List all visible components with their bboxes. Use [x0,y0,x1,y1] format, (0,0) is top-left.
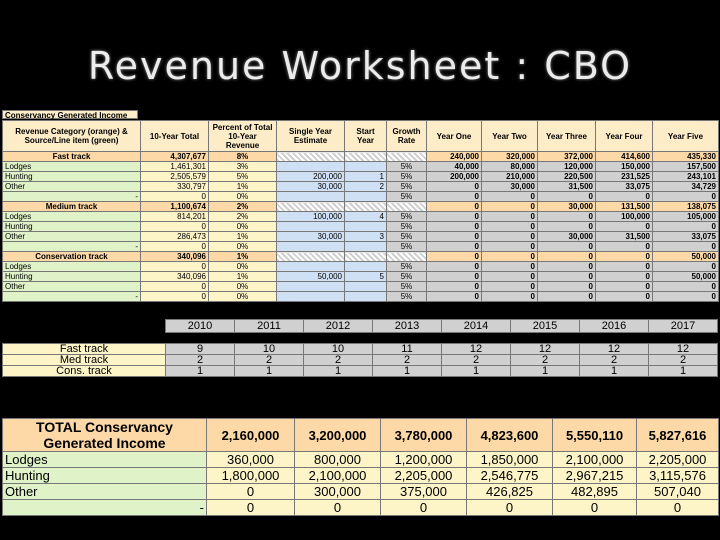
year-header: 2011 [235,320,304,333]
totals-row-value: 800,000 [295,452,381,468]
worksheet-cell: 1% [209,232,277,242]
total-value: 2,160,000 [207,419,295,452]
totals-row-value: 375,000 [381,484,467,500]
line-item-row [3,272,719,282]
worksheet-cell: 0 [538,282,596,292]
worksheet-cell [277,222,345,232]
worksheet-cell: 435,330 [653,152,719,162]
worksheet-cell: 0 [427,282,482,292]
worksheet-cell [345,192,387,202]
worksheet-cell: 1 [345,172,387,182]
worksheet-cell: Other [3,182,141,192]
track-row [3,366,718,377]
worksheet-cell: Lodges [3,212,141,222]
worksheet-cell: 4,307,677 [141,152,209,162]
track-label: Med track [3,355,166,366]
worksheet-cell: 0 [427,242,482,252]
track-count: 9 [166,344,235,355]
totals-row [3,500,719,516]
worksheet-cell: - [3,192,141,202]
column-header: Year One [427,121,482,152]
worksheet-cell: 0 [653,292,719,302]
worksheet-cell [277,252,345,262]
worksheet-cell: 0 [653,242,719,252]
worksheet-cell: 5% [387,172,427,182]
worksheet-cell: 30,000 [538,232,596,242]
worksheet-cell: 3 [345,232,387,242]
worksheet-cell: 0 [538,212,596,222]
worksheet-cell: 0 [538,252,596,262]
years-header [165,319,718,333]
totals-header-row [3,419,719,452]
totals-row [3,468,719,484]
track-count: 2 [373,355,442,366]
totals-row-value: 2,100,000 [295,468,381,484]
worksheet-cell: 120,000 [538,162,596,172]
worksheet-cell: 2,505,579 [141,172,209,182]
column-header: Start Year [345,121,387,152]
worksheet-cell [387,252,427,262]
worksheet-cell: 5% [387,192,427,202]
worksheet-cell [277,152,345,162]
worksheet-cell: 5% [387,262,427,272]
totals-row-value: 0 [207,484,295,500]
worksheet-cell: 0 [596,282,653,292]
worksheet-cell: Lodges [3,262,141,272]
worksheet-cell: 5% [387,182,427,192]
worksheet-cell: 0% [209,262,277,272]
totals-row-label: Lodges [3,452,207,468]
worksheet-cell: 0 [482,262,538,272]
worksheet-cell [345,282,387,292]
track-count: 1 [304,366,373,377]
worksheet-cell: 0% [209,222,277,232]
worksheet-cell: 243,101 [653,172,719,182]
column-header: Year Two [482,121,538,152]
track-count: 12 [442,344,511,355]
worksheet-cell: 50,000 [653,252,719,262]
worksheet-cell: 30,000 [538,202,596,212]
total-value: 4,823,600 [467,419,553,452]
totals-row-label: Other [3,484,207,500]
worksheet-cell: 0 [482,202,538,212]
worksheet-cell: 0 [653,192,719,202]
category-row [3,152,719,162]
total-value: 5,827,616 [637,419,719,452]
worksheet-cell: 100,000 [277,212,345,222]
track-count: 12 [649,344,718,355]
worksheet-cell: 0 [482,272,538,282]
totals-row [3,484,719,500]
track-count: 2 [649,355,718,366]
worksheet-cell: 5% [387,292,427,302]
totals-row-value: 0 [207,500,295,516]
worksheet-cell: 1,100,674 [141,202,209,212]
worksheet-cell: Conservation track [3,252,141,262]
worksheet-cell [387,202,427,212]
worksheet-cell: 0 [482,292,538,302]
column-header: Growth Rate [387,121,427,152]
worksheet-cell [345,242,387,252]
total-value: 3,200,000 [295,419,381,452]
worksheet-cell: 0 [596,222,653,232]
worksheet-cell: 5 [345,272,387,282]
worksheet-cell: 0 [596,292,653,302]
worksheet-cell [277,202,345,212]
worksheet-cell: 0 [482,242,538,252]
worksheet-cell: 105,000 [653,212,719,222]
totals-row-value: 507,040 [637,484,719,500]
worksheet-cell: 0% [209,282,277,292]
worksheet-cell: 0 [427,262,482,272]
worksheet-cell: Hunting [3,272,141,282]
line-item-row [3,292,719,302]
line-item-row [3,172,719,182]
worksheet-cell: 30,000 [277,232,345,242]
worksheet-cell [345,162,387,172]
line-item-row [3,212,719,222]
worksheet-cell: Lodges [3,162,141,172]
totals-row-value: 1,800,000 [207,468,295,484]
worksheet-cell: 200,000 [427,172,482,182]
worksheet-cell: 157,500 [653,162,719,172]
column-header: Single Year Estimate [277,121,345,152]
worksheet-cell: 0 [482,222,538,232]
line-item-row [3,262,719,272]
track-count: 1 [373,366,442,377]
worksheet-cell: 8% [209,152,277,162]
line-item-row [3,222,719,232]
worksheet-cell: 0 [538,242,596,252]
worksheet-cell: 330,797 [141,182,209,192]
worksheet-cell: 0% [209,192,277,202]
worksheet-cell: 0 [427,182,482,192]
worksheet-cell: 30,000 [277,182,345,192]
worksheet-caption: Conservancy Generated Income [2,110,138,119]
line-item-row [3,192,719,202]
track-count: 1 [580,366,649,377]
worksheet-cell: 5% [387,162,427,172]
track-row [3,344,718,355]
worksheet-cell [277,282,345,292]
worksheet-cell: 0 [482,192,538,202]
worksheet-cell: Hunting [3,222,141,232]
worksheet-cell [345,262,387,272]
worksheet-cell: 372,000 [538,152,596,162]
totals-row [3,452,719,468]
totals-row-value: 0 [467,500,553,516]
line-item-row [3,182,719,192]
line-item-row [3,162,719,172]
track-count: 1 [166,366,235,377]
track-count: 1 [442,366,511,377]
track-count: 12 [580,344,649,355]
worksheet-cell: - [3,292,141,302]
worksheet-header-row [3,121,719,152]
worksheet-cell: 2% [209,212,277,222]
column-header: 10-Year Total [141,121,209,152]
worksheet-cell: 0 [427,212,482,222]
worksheet-cell: 231,525 [596,172,653,182]
worksheet-cell: 340,096 [141,272,209,282]
totals-row-label: - [3,500,207,516]
year-header: 2017 [649,320,718,333]
worksheet-cell: 150,000 [596,162,653,172]
total-value: 3,780,000 [381,419,467,452]
worksheet-cell: 0 [141,222,209,232]
worksheet-table [2,120,719,302]
worksheet-cell [277,292,345,302]
track-count-table [2,343,718,377]
track-count: 2 [442,355,511,366]
worksheet-cell: 0 [538,272,596,282]
worksheet-cell: 1% [209,272,277,282]
worksheet-cell: 0 [653,262,719,272]
worksheet-cell: 0 [596,192,653,202]
worksheet-cell: 33,075 [596,182,653,192]
worksheet-cell: 0 [596,242,653,252]
worksheet-cell: 31,500 [596,232,653,242]
worksheet-cell: 80,000 [482,162,538,172]
worksheet-cell: - [3,242,141,252]
track-count: 2 [235,355,304,366]
line-item-row [3,242,719,252]
worksheet-cell [345,222,387,232]
worksheet-cell: 0 [482,212,538,222]
worksheet-cell: 0 [538,222,596,232]
worksheet-cell [345,202,387,212]
worksheet-cell: 0 [538,292,596,302]
year-header: 2012 [304,320,373,333]
worksheet-cell: 0 [538,262,596,272]
totals-row-value: 3,115,576 [637,468,719,484]
totals-row-label: Hunting [3,468,207,484]
column-header: Year Three [538,121,596,152]
totals-table [2,418,719,516]
year-header: 2010 [166,320,235,333]
worksheet-cell: 0% [209,292,277,302]
track-label: Cons. track [3,366,166,377]
worksheet-cell: 0 [427,292,482,302]
year-header: 2013 [373,320,442,333]
worksheet-cell: Other [3,282,141,292]
worksheet-cell: 220,500 [538,172,596,182]
worksheet-cell [387,152,427,162]
worksheet-cell [277,262,345,272]
column-header: Percent of Total 10-Year Revenue [209,121,277,152]
worksheet-cell: 0 [141,292,209,302]
worksheet-cell: 50,000 [277,272,345,282]
worksheet-cell: 0 [427,192,482,202]
worksheet-cell: 0 [482,282,538,292]
worksheet-cell: 286,473 [141,232,209,242]
worksheet-cell: 34,729 [653,182,719,192]
worksheet-cell: 3% [209,162,277,172]
worksheet-cell: 0 [141,242,209,252]
year-header: 2016 [580,320,649,333]
track-count: 1 [511,366,580,377]
totals-row-value: 0 [637,500,719,516]
worksheet-cell: Other [3,232,141,242]
worksheet-cell: Fast track [3,152,141,162]
totals-row-value: 360,000 [207,452,295,468]
worksheet-cell: 210,000 [482,172,538,182]
worksheet-cell: 240,000 [427,152,482,162]
worksheet-cell [277,162,345,172]
worksheet-cell: 0 [427,232,482,242]
year-header: 2015 [511,320,580,333]
worksheet-cell: 31,500 [538,182,596,192]
worksheet-cell: 1,461,301 [141,162,209,172]
worksheet-cell: 0 [482,252,538,262]
track-count: 10 [304,344,373,355]
worksheet-cell [345,292,387,302]
worksheet-cell: 138,075 [653,202,719,212]
worksheet-cell: 131,500 [596,202,653,212]
totals-row-value: 2,546,775 [467,468,553,484]
totals-row-value: 0 [381,500,467,516]
worksheet-cell: 0 [482,232,538,242]
track-count: 2 [580,355,649,366]
worksheet-cell: 0 [653,282,719,292]
worksheet-cell: 0% [209,242,277,252]
totals-row-value: 0 [553,500,637,516]
totals-row-value: 2,205,000 [637,452,719,468]
totals-row-value: 482,895 [553,484,637,500]
track-label: Fast track [3,344,166,355]
worksheet-cell: 0 [427,272,482,282]
slide-title: Revenue Worksheet : CBO [87,44,633,88]
line-item-row [3,232,719,242]
worksheet-cell: 0 [596,262,653,272]
totals-row-value: 2,967,215 [553,468,637,484]
category-row [3,202,719,212]
category-row [3,252,719,262]
worksheet-cell: 0 [141,262,209,272]
worksheet-cell: 0 [427,222,482,232]
worksheet-cell: 1% [209,182,277,192]
worksheet-cell: 5% [387,232,427,242]
worksheet-cell: 30,000 [482,182,538,192]
worksheet-cell: 5% [387,282,427,292]
worksheet-cell: 2% [209,202,277,212]
track-count: 10 [235,344,304,355]
year-header: 2014 [442,320,511,333]
worksheet-cell [345,152,387,162]
column-header: Revenue Category (orange) & Source/Line item (green) [3,121,141,152]
worksheet-cell: Hunting [3,172,141,182]
track-count: 2 [304,355,373,366]
worksheet-cell: 5% [387,212,427,222]
totals-row-value: 1,200,000 [381,452,467,468]
totals-header: TOTAL Conservancy Generated Income [3,419,207,452]
line-item-row [3,282,719,292]
worksheet-cell: 1% [209,252,277,262]
worksheet-cell: 4 [345,212,387,222]
worksheet-cell [345,252,387,262]
worksheet-cell: 2 [345,182,387,192]
totals-row-value: 2,205,000 [381,468,467,484]
worksheet-cell: 0 [427,252,482,262]
worksheet-cell: 0 [653,222,719,232]
totals-row-value: 2,100,000 [553,452,637,468]
worksheet-cell: 200,000 [277,172,345,182]
worksheet-cell: 5% [387,222,427,232]
totals-row-value: 300,000 [295,484,381,500]
totals-row-value: 426,825 [467,484,553,500]
worksheet-cell: 100,000 [596,212,653,222]
track-count: 1 [235,366,304,377]
worksheet-cell: 0 [427,202,482,212]
worksheet-cell: 0 [141,192,209,202]
worksheet-cell: 5% [209,172,277,182]
worksheet-cell: 33,075 [653,232,719,242]
total-value: 5,550,110 [553,419,637,452]
totals-row-value: 1,850,000 [467,452,553,468]
worksheet-cell: 0 [538,192,596,202]
worksheet-cell: 340,096 [141,252,209,262]
track-row [3,355,718,366]
worksheet-cell: 40,000 [427,162,482,172]
track-count: 2 [166,355,235,366]
totals-row-value: 0 [295,500,381,516]
column-header: Year Five [653,121,719,152]
worksheet-cell: Medium track [3,202,141,212]
worksheet-cell: 414,600 [596,152,653,162]
track-count: 1 [649,366,718,377]
worksheet-cell: 50,000 [653,272,719,282]
worksheet-cell: 320,000 [482,152,538,162]
worksheet-cell: 0 [141,282,209,292]
worksheet-cell [277,242,345,252]
track-count: 11 [373,344,442,355]
worksheet-cell: 5% [387,272,427,282]
worksheet-cell: 0 [596,272,653,282]
worksheet-cell: 0 [596,252,653,262]
worksheet-cell: 814,201 [141,212,209,222]
track-count: 2 [511,355,580,366]
worksheet-cell: 5% [387,242,427,252]
column-header: Year Four [596,121,653,152]
track-count: 12 [511,344,580,355]
worksheet-cell [277,192,345,202]
